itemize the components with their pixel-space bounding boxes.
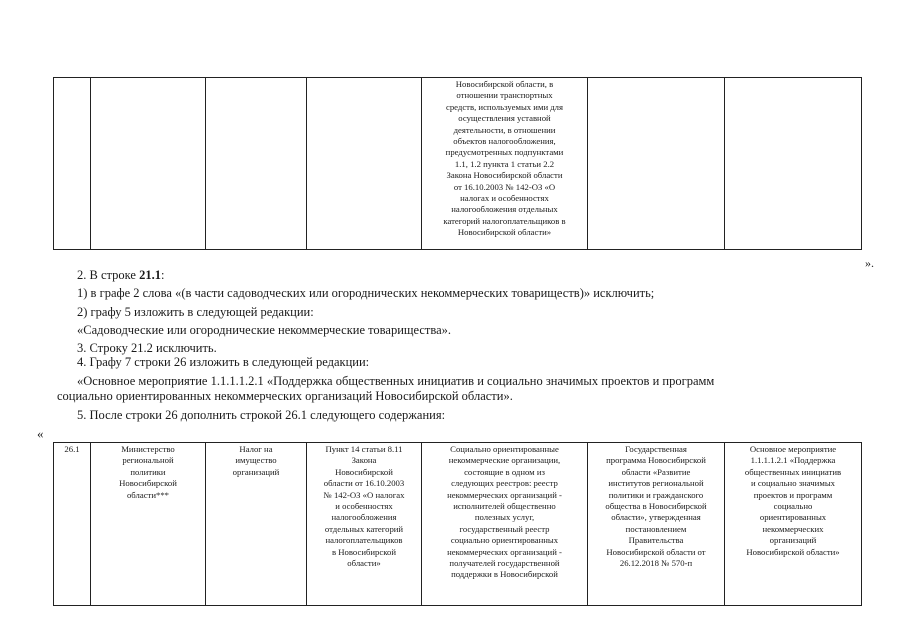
table-cell [206,78,307,250]
paragraph-item-4: 4. Графу 7 строки 26 изложить в следующей редакции: [77,355,370,369]
table-cell: Пункт 14 статьи 8.11 Закона Новосибирской области от 16.10.2003 № 142-ОЗ «О налогах и особенностях налогообложения отдельных категорий налогоплательщиков в Новосибирской области» [307,443,422,606]
paragraph-item-5: 5. После строки 26 дополнить строкой 26.1 следующего содержания: [77,408,446,422]
table-cell [725,78,862,250]
table-row [54,78,862,250]
table-row [54,443,862,606]
paragraph-quote-line2: социально ориентированных некоммерческих организаций Новосибирской области». [57,389,513,403]
opening-quote: « [37,426,44,441]
paragraph-quote-line1: «Основное мероприятие 1.1.1.1.2.1 «Поддержка общественных инициатив и социально значимых проектов и программ [77,374,715,388]
closing-quote: ». [865,256,874,270]
table-cell [307,78,422,250]
table-cell: Государственная программа Новосибирской области «Развитие институтов региональной политики и гражданского общества в Новосибирской области», утвержденная постановлением Правительства Новосибирской области от 26.12.2018 № 570-п [588,443,725,606]
table-cell: Основное мероприятие 1.1.1.1.2.1 «Поддержка общественных инициатив и социально значимых проектов и программ социально ориентированных некоммерческих организаций Новосибирской области» [725,443,862,606]
paragraph-quote: «Садоводческие или огороднические некоммерческие товарищества». [77,323,452,337]
table-cell: Министерство региональной политики Новосибирской области*** [91,443,206,606]
table-cell: Налог на имущество организаций [206,443,307,606]
table-cell [588,78,725,250]
paragraph-item-1: 1) в графе 2 слова «(в части садоводческих или огороднических некоммерческих товариществ)» исключить; [77,286,655,300]
top-table-fragment [53,77,862,250]
table-cell: Новосибирской области, в отношении транспортных средств, используемых ими для осуществления уставной деятельности, в отношении объектов налогообложения, предусмотренных подпунктами 1.1, 1.2 пункта 1 статьи 2.2 Закона Новосибирской области от 16.10.2003 № 142-ОЗ «О налогах и особенностях налогообложения отдельных категорий налогоплательщиков в Новосибирской области» [422,78,588,250]
paragraph-row-21-1: 2. В строке 21.1: [77,268,165,282]
paragraph-item-2: 2) графу 5 изложить в следующей редакции: [77,305,314,319]
paragraph-item-3: 3. Строку 21.2 исключить. [77,341,217,355]
table-cell [54,78,91,250]
table-cell: 26.1 [54,443,91,606]
new-row-26-1-table [53,442,862,606]
table-cell [91,78,206,250]
table-cell: Социально ориентированные некоммерческие организации, состоящие в одном из следующих реестров: реестр некоммерческих организаций - исполнителей общественно полезных услуг, государственный реестр социально ориентированных некоммерческих организаций - получателей государственной поддержки в Новосибирской [422,443,588,606]
